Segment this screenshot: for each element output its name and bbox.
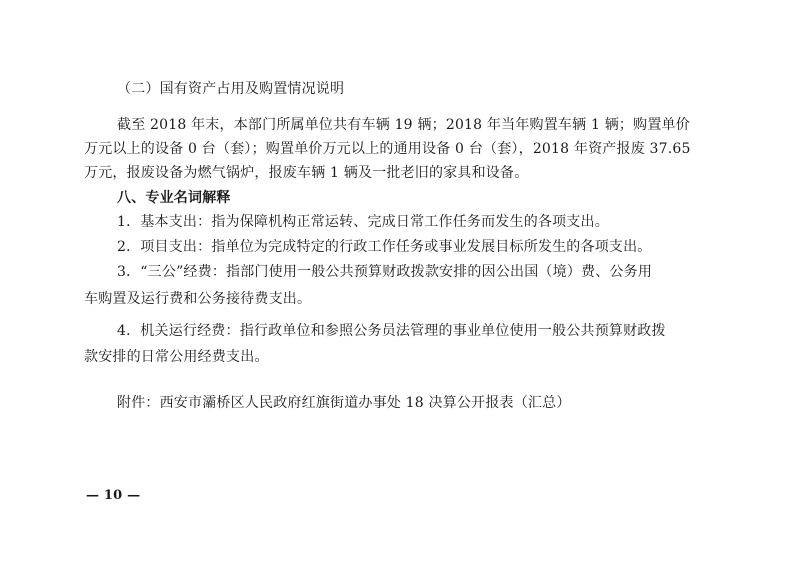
term-item-line: 车购置及运行费和公务接待费支出。 [84,291,312,307]
terms-section-heading: 八、专业名词解释 [117,190,231,206]
page-number: — 10 — [86,488,141,503]
attachment-note: 附件：西安市灞桥区人民政府红旗街道办事处 18 决算公开报表（汇总） [117,395,571,411]
assets-paragraph-line: 截至 2018 年末，本部门所属单位共有车辆 19 辆；2018 年当年购置车辆 1 辆；购置单价 [117,117,690,133]
assets-paragraph-line: 万元以上的设备 0 台（套）；购置单价万元以上的通用设备 0 台（套），2018 年资产报废 37.65 [84,141,691,157]
assets-paragraph-line: 万元，报废设备为燃气锅炉，报废车辆 1 辆及一批老旧的家具和设备。 [84,165,529,181]
term-item-line: 3．“三公”经费：指部门使用一般公共预算财政拨款安排的因公出国（境）费、公务用 [117,264,653,280]
term-item-line: 款安排的日常公用经费支出。 [84,349,269,365]
term-item-line: 4．机关运行经费：指行政单位和参照公务员法管理的事业单位使用一般公共预算财政拨 [117,323,666,339]
term-item-line: 2．项目支出：指单位为完成特定的行政工作任务或事业发展目标所发生的各项支出。 [117,239,652,255]
assets-section-heading: （二）国有资产占用及购置情况说明 [117,81,345,97]
term-item-line: 1．基本支出：指为保障机构正常运转、完成日常工作任务而发生的各项支出。 [117,214,609,230]
